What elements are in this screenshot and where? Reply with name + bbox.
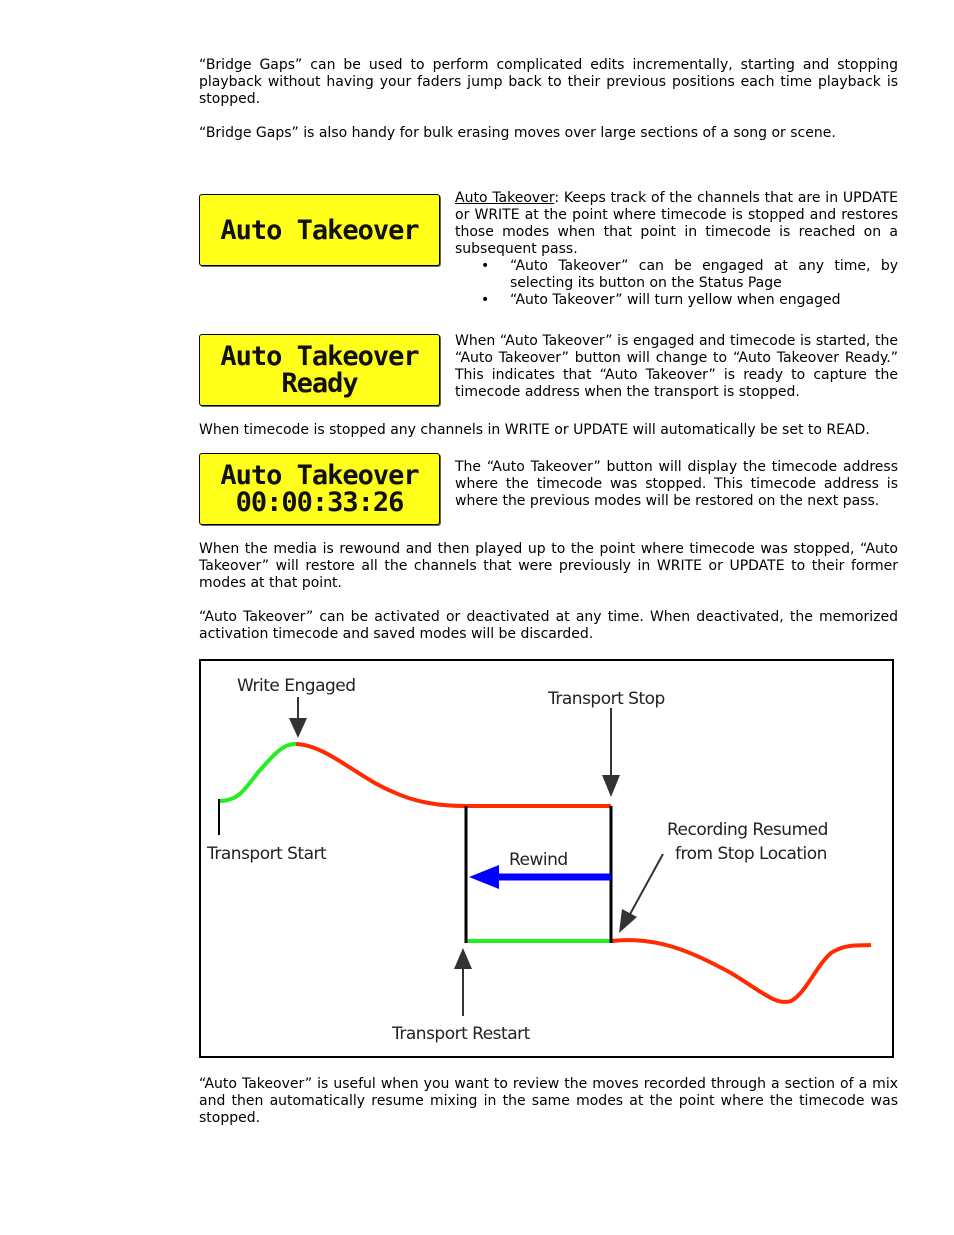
transport-restart-label: Transport Restart	[392, 1024, 530, 1044]
useful-paragraph: “Auto Takeover” is useful when you want to review the moves recorded through a section of a mix and then automatically resume mixing in the same modes at the point where the timecode was stopped.	[199, 1076, 898, 1126]
timecode-button-line1: Auto Takeover	[220, 460, 419, 491]
recording-resumed-arrow-shaft	[629, 854, 663, 916]
write-engaged-arrow-head	[289, 718, 307, 738]
bullet-item: • “Auto Takeover” can be engaged at any time, by selecting its button on the Status Page	[510, 258, 898, 292]
diagram-svg	[201, 661, 891, 1055]
transport-restart-arrow-head	[454, 948, 472, 969]
bridge-gaps-paragraph-1: “Bridge Gaps” can be used to perform complicated edits incrementally, starting and stopping playback without having your faders jump back to their previous positions each time playback is stopped.	[199, 57, 898, 107]
rewind-label: Rewind	[509, 850, 568, 870]
auto-takeover-button-image	[199, 194, 440, 266]
recording-resumed-label-2: from Stop Location	[675, 844, 827, 864]
auto-takeover-timecode-button-image	[199, 453, 440, 525]
ready-button-line1: Auto Takeover	[220, 341, 419, 372]
rewind-arrow-head	[469, 865, 499, 889]
auto-takeover-ready-button-image	[199, 334, 440, 406]
write-engaged-label: Write Engaged	[237, 676, 356, 696]
transport-stop-label: Transport Stop	[548, 689, 665, 709]
recording-resumed-arrow-head	[619, 909, 637, 933]
auto-takeover-definition: : Keeps track of the channels that are in UPDATE or WRITE at the point where timecode is stopped and restores those modes when that point in timecode is reached on a subsequent pass.	[455, 190, 898, 257]
transport-start-label: Transport Start	[207, 844, 327, 864]
curve-start-green	[219, 744, 296, 801]
bullet-item: • “Auto Takeover” will turn yellow when engaged	[510, 292, 898, 309]
timecode-button-line2: 00:00:33:26	[235, 487, 404, 518]
deactivate-paragraph: “Auto Takeover” can be activated or deactivated at any time. When deactivated, the memorized activation timecode and saved modes will be discarded.	[199, 609, 898, 642]
timecode-description: The “Auto Takeover” button will display the timecode address where the timecode was stopped. This timecode address is where the previous modes will be restored on the next pass.	[455, 459, 898, 509]
curve-resumed-red	[611, 940, 871, 1002]
ready-button-line2: Ready	[281, 368, 358, 399]
transport-stop-arrow-head	[602, 775, 620, 797]
auto-takeover-description	[455, 190, 898, 309]
stopped-read-paragraph: When timecode is stopped any channels in WRITE or UPDATE will automatically be set to READ.	[199, 422, 870, 438]
recording-resumed-label-1: Recording Resumed	[667, 820, 828, 840]
curve-write-red	[296, 744, 611, 806]
bridge-gaps-paragraph-2: “Bridge Gaps” is also handy for bulk erasing moves over large sections of a song or scene.	[199, 125, 836, 141]
auto-takeover-diagram	[199, 659, 894, 1058]
ready-description: When “Auto Takeover” is engaged and timecode is started, the “Auto Takeover” button will change to “Auto Takeover Ready.” This indicates that “Auto Takeover” is ready to capture the timecode address when the transport is stopped.	[455, 333, 898, 400]
auto-takeover-bullets	[455, 258, 898, 309]
auto-takeover-term: Auto Takeover	[455, 190, 555, 206]
rewound-paragraph: When the media is rewound and then played up to the point where timecode was stopped, “Auto Takeover” will restore all the channels that were previously in WRITE or UPDATE to their former modes at that point.	[199, 541, 898, 591]
auto-takeover-button-label: Auto Takeover	[220, 214, 419, 246]
